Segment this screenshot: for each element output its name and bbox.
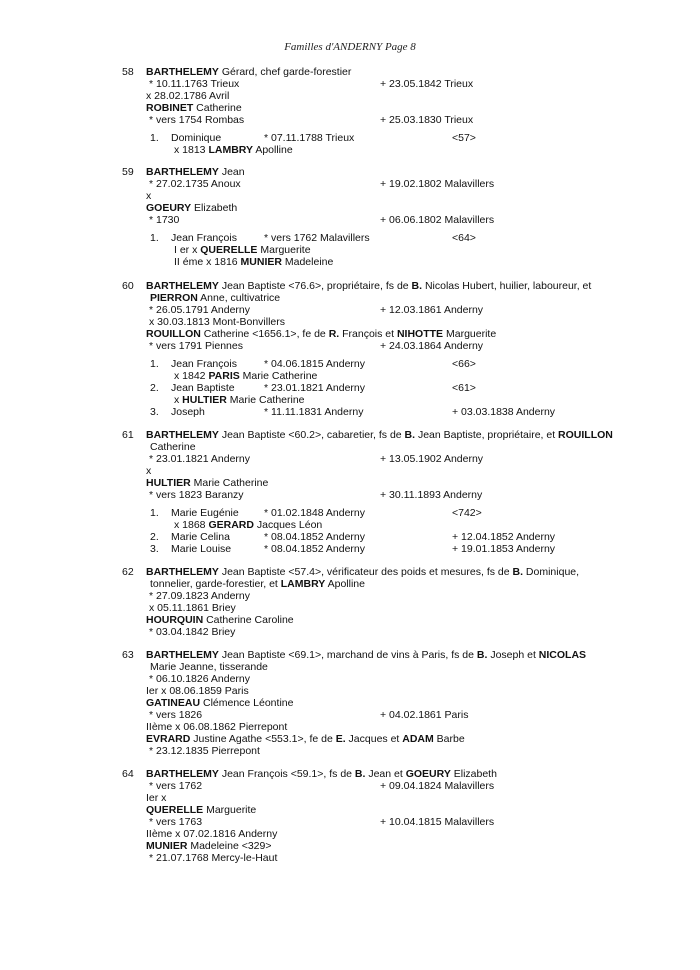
spouse-birth: * 03.04.1842 Briey [149, 626, 236, 638]
entry-63 [0, 649, 700, 757]
child-row: 2. Marie Celina * 08.04.1852 Anderny + 12.04.1852 Anderny [150, 531, 556, 543]
spouse2-name: EVRARD Justine Agathe <553.1>, fe de E. Jacques et ADAM Barbe [146, 733, 465, 745]
birth-line: * 06.10.1826 Anderny [149, 673, 251, 685]
entry-heading: BARTHELEMY Jean Baptiste <69.1>, marchand de vins à Paris, fs de B. Joseph et NICOLAS [146, 649, 587, 661]
birth-line: * 27.02.1735 Anoux [149, 178, 241, 190]
entry-heading-cont: tonnelier, garde-forestier, et LAMBRY Apolline [150, 578, 365, 590]
spouse-name: GOEURY Elizabeth [146, 202, 238, 214]
marriage-line: x [146, 190, 152, 202]
child-row: 3. Joseph * 11.11.1831 Anderny + 03.03.1838 Anderny [150, 406, 556, 418]
entry-59 [0, 166, 700, 268]
spouse-death: + 06.06.1802 Malavillers [380, 214, 495, 226]
spouse-birth: * vers 1791 Piennes [149, 340, 243, 352]
child-row: 1. Jean François * 04.06.1815 Anderny <66> [150, 358, 476, 370]
spouse-birth: * vers 1823 Baranzy [149, 489, 244, 501]
spouse-name: ROUILLON Catherine <1656.1>, fe de R. François et NIHOTTE Marguerite [146, 328, 497, 340]
death-line: + 23.05.1842 Trieux [380, 78, 474, 90]
child-marriage: x HULTIER Marie Catherine [174, 394, 305, 406]
entry-heading: BARTHELEMY Jean Baptiste <60.2>, cabaretier, fs de B. Jean Baptiste, propriétaire, et ROUILLON [146, 429, 613, 441]
spouse-birth: * 1730 [149, 214, 180, 226]
birth-line: * 27.09.1823 Anderny [149, 590, 251, 602]
marriage-line-2: IIème x 07.02.1816 Anderny [146, 828, 278, 840]
spouse2-birth: * 21.07.1768 Mercy-le-Haut [149, 852, 278, 864]
page-header: Familles d'ANDERNY Page 8 [284, 41, 416, 53]
spouse-death: + 10.04.1815 Malavillers [380, 816, 495, 828]
entry-heading-cont: Catherine [150, 441, 196, 453]
child-marriage: I er x QUERELLE Marguerite [174, 244, 311, 256]
spouse-birth: * vers 1763 [149, 816, 203, 828]
entry-heading: BARTHELEMY Jean Baptiste <76.6>, propriétaire, fs de B. Nicolas Hubert, huilier, laboureur, et [146, 280, 592, 292]
entry-heading: BARTHELEMY Jean Baptiste <57.4>, vérificateur des poids et mesures, fs de B. Dominique, [146, 566, 580, 578]
birth-line: * 26.05.1791 Anderny [149, 304, 251, 316]
marriage-line: x 05.11.1861 Briey [149, 602, 236, 614]
entry-number: 59 [122, 166, 134, 178]
child-row: 1. Dominique * 07.11.1788 Trieux <57> [150, 132, 476, 144]
spouse-death: + 30.11.1893 Anderny [380, 489, 483, 501]
spouse-death: + 24.03.1864 Anderny [380, 340, 484, 352]
marriage-line: Ier x 08.06.1859 Paris [146, 685, 249, 697]
child-row: 2. Jean Baptiste * 23.01.1821 Anderny <61> [150, 382, 476, 394]
entry-number: 61 [122, 429, 134, 441]
entry-number: 58 [122, 66, 134, 78]
child-row: 3. Marie Louise * 08.04.1852 Anderny + 19.01.1853 Anderny [150, 543, 556, 555]
birth-line: * 23.01.1821 Anderny [149, 453, 251, 465]
spouse-name: GATINEAU Clémence Léontine [146, 697, 294, 709]
marriage-line: Ier x [146, 792, 167, 804]
spouse-name: HULTIER Marie Catherine [146, 477, 269, 489]
spouse2-name: MUNIER Madeleine <329> [146, 840, 272, 852]
spouse-death: + 25.03.1830 Trieux [380, 114, 474, 126]
entry-number: 62 [122, 566, 134, 578]
child-marriage: II éme x 1816 MUNIER Madeleine [174, 256, 334, 268]
spouse-name: ROBINET Catherine [146, 102, 242, 114]
child-row: 1. Marie Eugénie * 01.02.1848 Anderny <742> [150, 507, 482, 519]
child-marriage: x 1842 PARIS Marie Catherine [174, 370, 318, 382]
child-marriage: x 1813 LAMBRY Apolline [174, 144, 293, 156]
spouse2-birth: * 23.12.1835 Pierrepont [149, 745, 260, 757]
spouse-name: QUERELLE Marguerite [146, 804, 257, 816]
spouse-name: HOURQUIN Catherine Caroline [146, 614, 294, 626]
spouse-birth: * vers 1754 Rombas [149, 114, 245, 126]
entry-heading: BARTHELEMY Jean François <59.1>, fs de B. Jean et GOEURY Elizabeth [146, 768, 497, 780]
entry-number: 63 [122, 649, 134, 661]
marriage-line-2: IIème x 06.08.1862 Pierrepont [146, 721, 288, 733]
entry-60 [0, 280, 700, 418]
entry-number: 60 [122, 280, 134, 292]
entry-heading: BARTHELEMY Gérard, chef garde-forestier [146, 66, 352, 78]
entry-61 [0, 429, 700, 555]
entry-heading-cont: PIERRON Anne, cultivatrice [150, 292, 281, 304]
death-line: + 09.04.1824 Malavillers [380, 780, 495, 792]
marriage-line: x 28.02.1786 Avril [146, 90, 230, 102]
marriage-line: x [146, 465, 152, 477]
entry-heading: BARTHELEMY Jean [146, 166, 245, 178]
entry-64 [0, 768, 700, 864]
death-line: + 13.05.1902 Anderny [380, 453, 484, 465]
child-row: 1. Jean François * vers 1762 Malavillers <64> [150, 232, 476, 244]
child-marriage: x 1868 GERARD Jacques Léon [174, 519, 323, 531]
spouse-death: + 04.02.1861 Paris [380, 709, 469, 721]
spouse-birth: * vers 1826 [149, 709, 203, 721]
birth-line: * 10.11.1763 Trieux [149, 78, 240, 90]
marriage-line: x 30.03.1813 Mont-Bonvillers [149, 316, 285, 328]
entry-62 [0, 566, 700, 638]
birth-line: * vers 1762 [149, 780, 203, 792]
entry-58 [0, 66, 700, 156]
death-line: + 19.02.1802 Malavillers [380, 178, 495, 190]
entry-number: 64 [122, 768, 134, 780]
entry-heading-cont: Marie Jeanne, tisserande [150, 661, 268, 673]
death-line: + 12.03.1861 Anderny [380, 304, 484, 316]
